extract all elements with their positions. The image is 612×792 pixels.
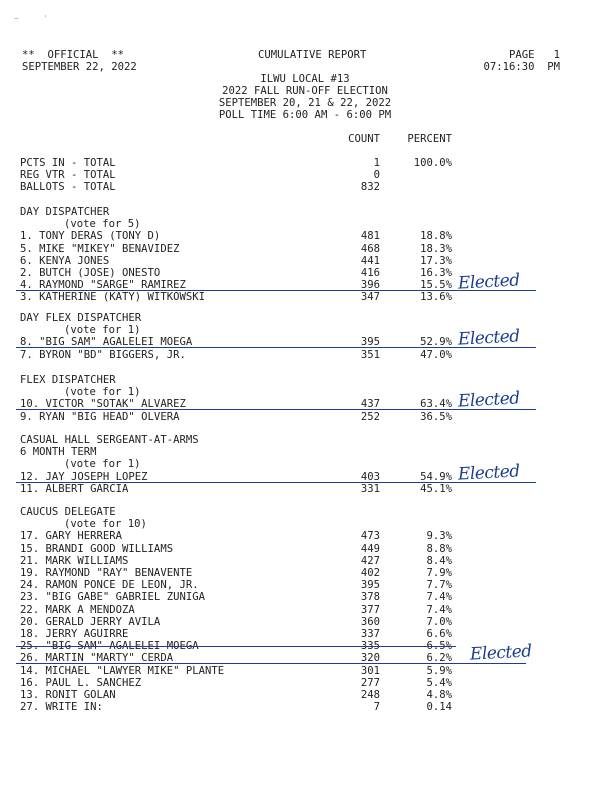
candidate-percent: 7.7% bbox=[426, 579, 452, 592]
candidate-count: 441 bbox=[360, 254, 380, 267]
total-count: 0 bbox=[373, 169, 380, 182]
candidate-percent: 15.5% bbox=[420, 279, 452, 292]
candidate-percent: 17.3% bbox=[420, 254, 452, 267]
candidate-percent: 8.8% bbox=[426, 542, 452, 555]
candidate-name: 24. RAMON PONCE DE LEON, JR. bbox=[20, 579, 199, 592]
candidate-count: 331 bbox=[360, 482, 380, 495]
candidate-percent: 36.5% bbox=[420, 410, 452, 423]
candidate-percent: 18.3% bbox=[420, 242, 452, 255]
elected-mark-sergeant: Elected bbox=[457, 460, 521, 485]
candidate-count: 473 bbox=[360, 530, 380, 543]
candidate-count: 395 bbox=[360, 336, 380, 349]
candidate-count: 395 bbox=[360, 579, 380, 592]
candidate-percent: 16.3% bbox=[420, 267, 452, 279]
candidate-count: 449 bbox=[360, 542, 380, 555]
candidate-name: 19. RAYMOND "RAY" BENAVENTE bbox=[20, 567, 193, 579]
candidate-percent: 7.4% bbox=[426, 591, 452, 604]
candidate-name: 3. KATHERINE (KATY) WITKOWSKI bbox=[20, 291, 205, 304]
candidate-count: 301 bbox=[360, 664, 380, 677]
candidate-name: 13. RONIT GOLAN bbox=[20, 689, 116, 701]
candidate-name: 5. MIKE "MIKEY" BENAVIDEZ bbox=[20, 242, 180, 255]
vote-for-label: (vote for 1) bbox=[64, 386, 141, 399]
candidate-percent: 4.8% bbox=[426, 689, 452, 701]
candidate-count: 437 bbox=[360, 398, 380, 411]
race-title: CAUCUS DELEGATE bbox=[20, 506, 116, 518]
candidate-count: 351 bbox=[360, 348, 380, 361]
candidate-count: 396 bbox=[360, 279, 380, 292]
elected-mark-flex-dispatcher: Elected bbox=[457, 388, 521, 412]
candidate-percent: 47.0% bbox=[420, 348, 452, 361]
candidate-count: 248 bbox=[360, 689, 380, 701]
candidate-count: 468 bbox=[360, 242, 380, 255]
elected-mark-caucus: Elected bbox=[469, 641, 533, 665]
candidate-percent: 9.3% bbox=[426, 530, 452, 543]
org-name: ILWU LOCAL #13 bbox=[260, 73, 350, 85]
candidate-count: 320 bbox=[360, 652, 380, 665]
candidate-count: 416 bbox=[360, 267, 380, 279]
election-name: 2022 FALL RUN-OFF ELECTION bbox=[222, 85, 388, 97]
candidate-percent: 6.5% bbox=[426, 640, 452, 653]
candidate-count: 427 bbox=[360, 554, 380, 567]
total-label: BALLOTS - TOTAL bbox=[20, 181, 116, 194]
candidate-percent: 8.4% bbox=[426, 554, 452, 567]
elected-mark-day-dispatcher: Elected bbox=[457, 270, 521, 294]
vote-for-label: (vote for 1) bbox=[64, 458, 141, 471]
candidate-count: 277 bbox=[360, 676, 380, 689]
candidate-percent: 0.14 bbox=[426, 701, 452, 714]
race-title: FLEX DISPATCHER bbox=[20, 374, 116, 386]
candidate-name: 8. "BIG SAM" AGALELEI MOEGA bbox=[20, 336, 193, 349]
vote-for-label: (vote for 5) bbox=[64, 218, 141, 231]
report-type: CUMULATIVE REPORT bbox=[258, 49, 367, 61]
total-count: 1 bbox=[373, 157, 380, 169]
official-label: ** OFFICIAL ** bbox=[22, 49, 125, 61]
candidate-count: 7 bbox=[373, 701, 380, 714]
candidate-count: 377 bbox=[360, 603, 380, 616]
candidate-name: 26. MARTIN "MARTY" CERDA bbox=[20, 652, 174, 665]
candidate-count: 335 bbox=[360, 640, 380, 653]
total-label: REG VTR - TOTAL bbox=[20, 169, 116, 182]
candidate-count: 402 bbox=[360, 567, 380, 579]
candidate-name: 14. MICHAEL "LAWYER MIKE" PLANTE bbox=[20, 664, 225, 677]
candidate-name: 4. RAYMOND "SARGE" RAMIREZ bbox=[20, 279, 186, 292]
race-title: DAY FLEX DISPATCHER bbox=[20, 312, 142, 324]
candidate-percent: 5.9% bbox=[426, 664, 452, 677]
candidate-percent: 54.9% bbox=[420, 470, 452, 483]
candidate-name: 20. GERALD JERRY AVILA bbox=[20, 615, 161, 628]
candidate-percent: 6.6% bbox=[426, 628, 452, 640]
race-subtitle: 6 MONTH TERM bbox=[20, 446, 97, 459]
candidate-name: 22. MARK A MENDOZA bbox=[20, 603, 135, 616]
page-number: PAGE 1 bbox=[508, 49, 560, 61]
poll-time: POLL TIME 6:00 AM - 6:00 PM bbox=[218, 109, 392, 121]
candidate-percent: 7.9% bbox=[426, 567, 452, 579]
candidate-name: 21. MARK WILLIAMS bbox=[20, 554, 129, 567]
candidate-name: 16. PAUL L. SANCHEZ bbox=[20, 676, 142, 689]
total-label: PCTS IN - TOTAL bbox=[20, 157, 116, 169]
count-header: COUNT bbox=[348, 133, 380, 145]
candidate-name: 2. BUTCH (JOSE) ONESTO bbox=[20, 267, 161, 279]
strikethrough-big-sam bbox=[16, 646, 456, 647]
candidate-name: 17. GARY HERRERA bbox=[20, 530, 123, 543]
candidate-count: 403 bbox=[360, 470, 380, 483]
candidate-name: 10. VICTOR "SOTAK" ALVAREZ bbox=[20, 398, 186, 411]
candidate-name: 18. JERRY AGUIRRE bbox=[20, 628, 129, 640]
candidate-percent: 7.4% bbox=[426, 603, 452, 616]
candidate-name: 23. "BIG GABE" GABRIEL ZUNIGA bbox=[20, 591, 205, 604]
candidate-name: 11. ALBERT GARCIA bbox=[20, 482, 129, 495]
candidate-count: 337 bbox=[360, 628, 380, 640]
candidate-count: 252 bbox=[360, 410, 380, 423]
candidate-percent: 13.6% bbox=[420, 291, 452, 304]
race-title: CASUAL HALL SERGEANT-AT-ARMS bbox=[20, 434, 199, 446]
elected-mark-day-flex: Elected bbox=[457, 326, 521, 350]
percent-header: PERCENT bbox=[407, 133, 452, 145]
candidate-count: 347 bbox=[360, 291, 380, 304]
race-title: DAY DISPATCHER bbox=[20, 206, 110, 218]
scan-speck: ~ ' bbox=[14, 14, 48, 23]
candidate-percent: 18.8% bbox=[420, 230, 452, 243]
election-dates: SEPTEMBER 20, 21 & 22, 2022 bbox=[218, 97, 392, 109]
total-percent: 100.0% bbox=[413, 157, 452, 169]
candidate-percent: 5.4% bbox=[426, 676, 452, 689]
candidate-name: 27. WRITE IN: bbox=[20, 701, 103, 714]
candidate-percent: 52.9% bbox=[420, 336, 452, 349]
candidate-percent: 7.0% bbox=[426, 615, 452, 628]
candidate-name: 6. KENYA JONES bbox=[20, 254, 110, 267]
candidate-count: 360 bbox=[360, 615, 380, 628]
candidate-name: 12. JAY JOSEPH LOPEZ bbox=[20, 470, 148, 483]
candidate-percent: 45.1% bbox=[420, 482, 452, 495]
vote-for-label: (vote for 1) bbox=[64, 324, 141, 337]
candidate-percent: 63.4% bbox=[420, 398, 452, 411]
candidate-percent: 6.2% bbox=[426, 652, 452, 665]
total-count: 832 bbox=[360, 181, 380, 194]
candidate-count: 378 bbox=[360, 591, 380, 604]
candidate-name: 7. BYRON "BD" BIGGERS, JR. bbox=[20, 348, 186, 361]
vote-for-label: (vote for 10) bbox=[64, 518, 147, 531]
candidate-count: 481 bbox=[360, 230, 380, 243]
candidate-name: 25. "BIG SAM" AGALELEI MOEGA bbox=[20, 640, 199, 653]
candidate-name: 1. TONY DERAS (TONY D) bbox=[20, 230, 161, 243]
candidate-name: 15. BRANDI GOOD WILLIAMS bbox=[20, 542, 174, 555]
report-date: SEPTEMBER 22, 2022 bbox=[22, 61, 137, 73]
report-time: 07:16:30 PM bbox=[483, 61, 560, 73]
candidate-name: 9. RYAN "BIG HEAD" OLVERA bbox=[20, 410, 180, 423]
cutoff-line-caucus bbox=[16, 663, 526, 664]
